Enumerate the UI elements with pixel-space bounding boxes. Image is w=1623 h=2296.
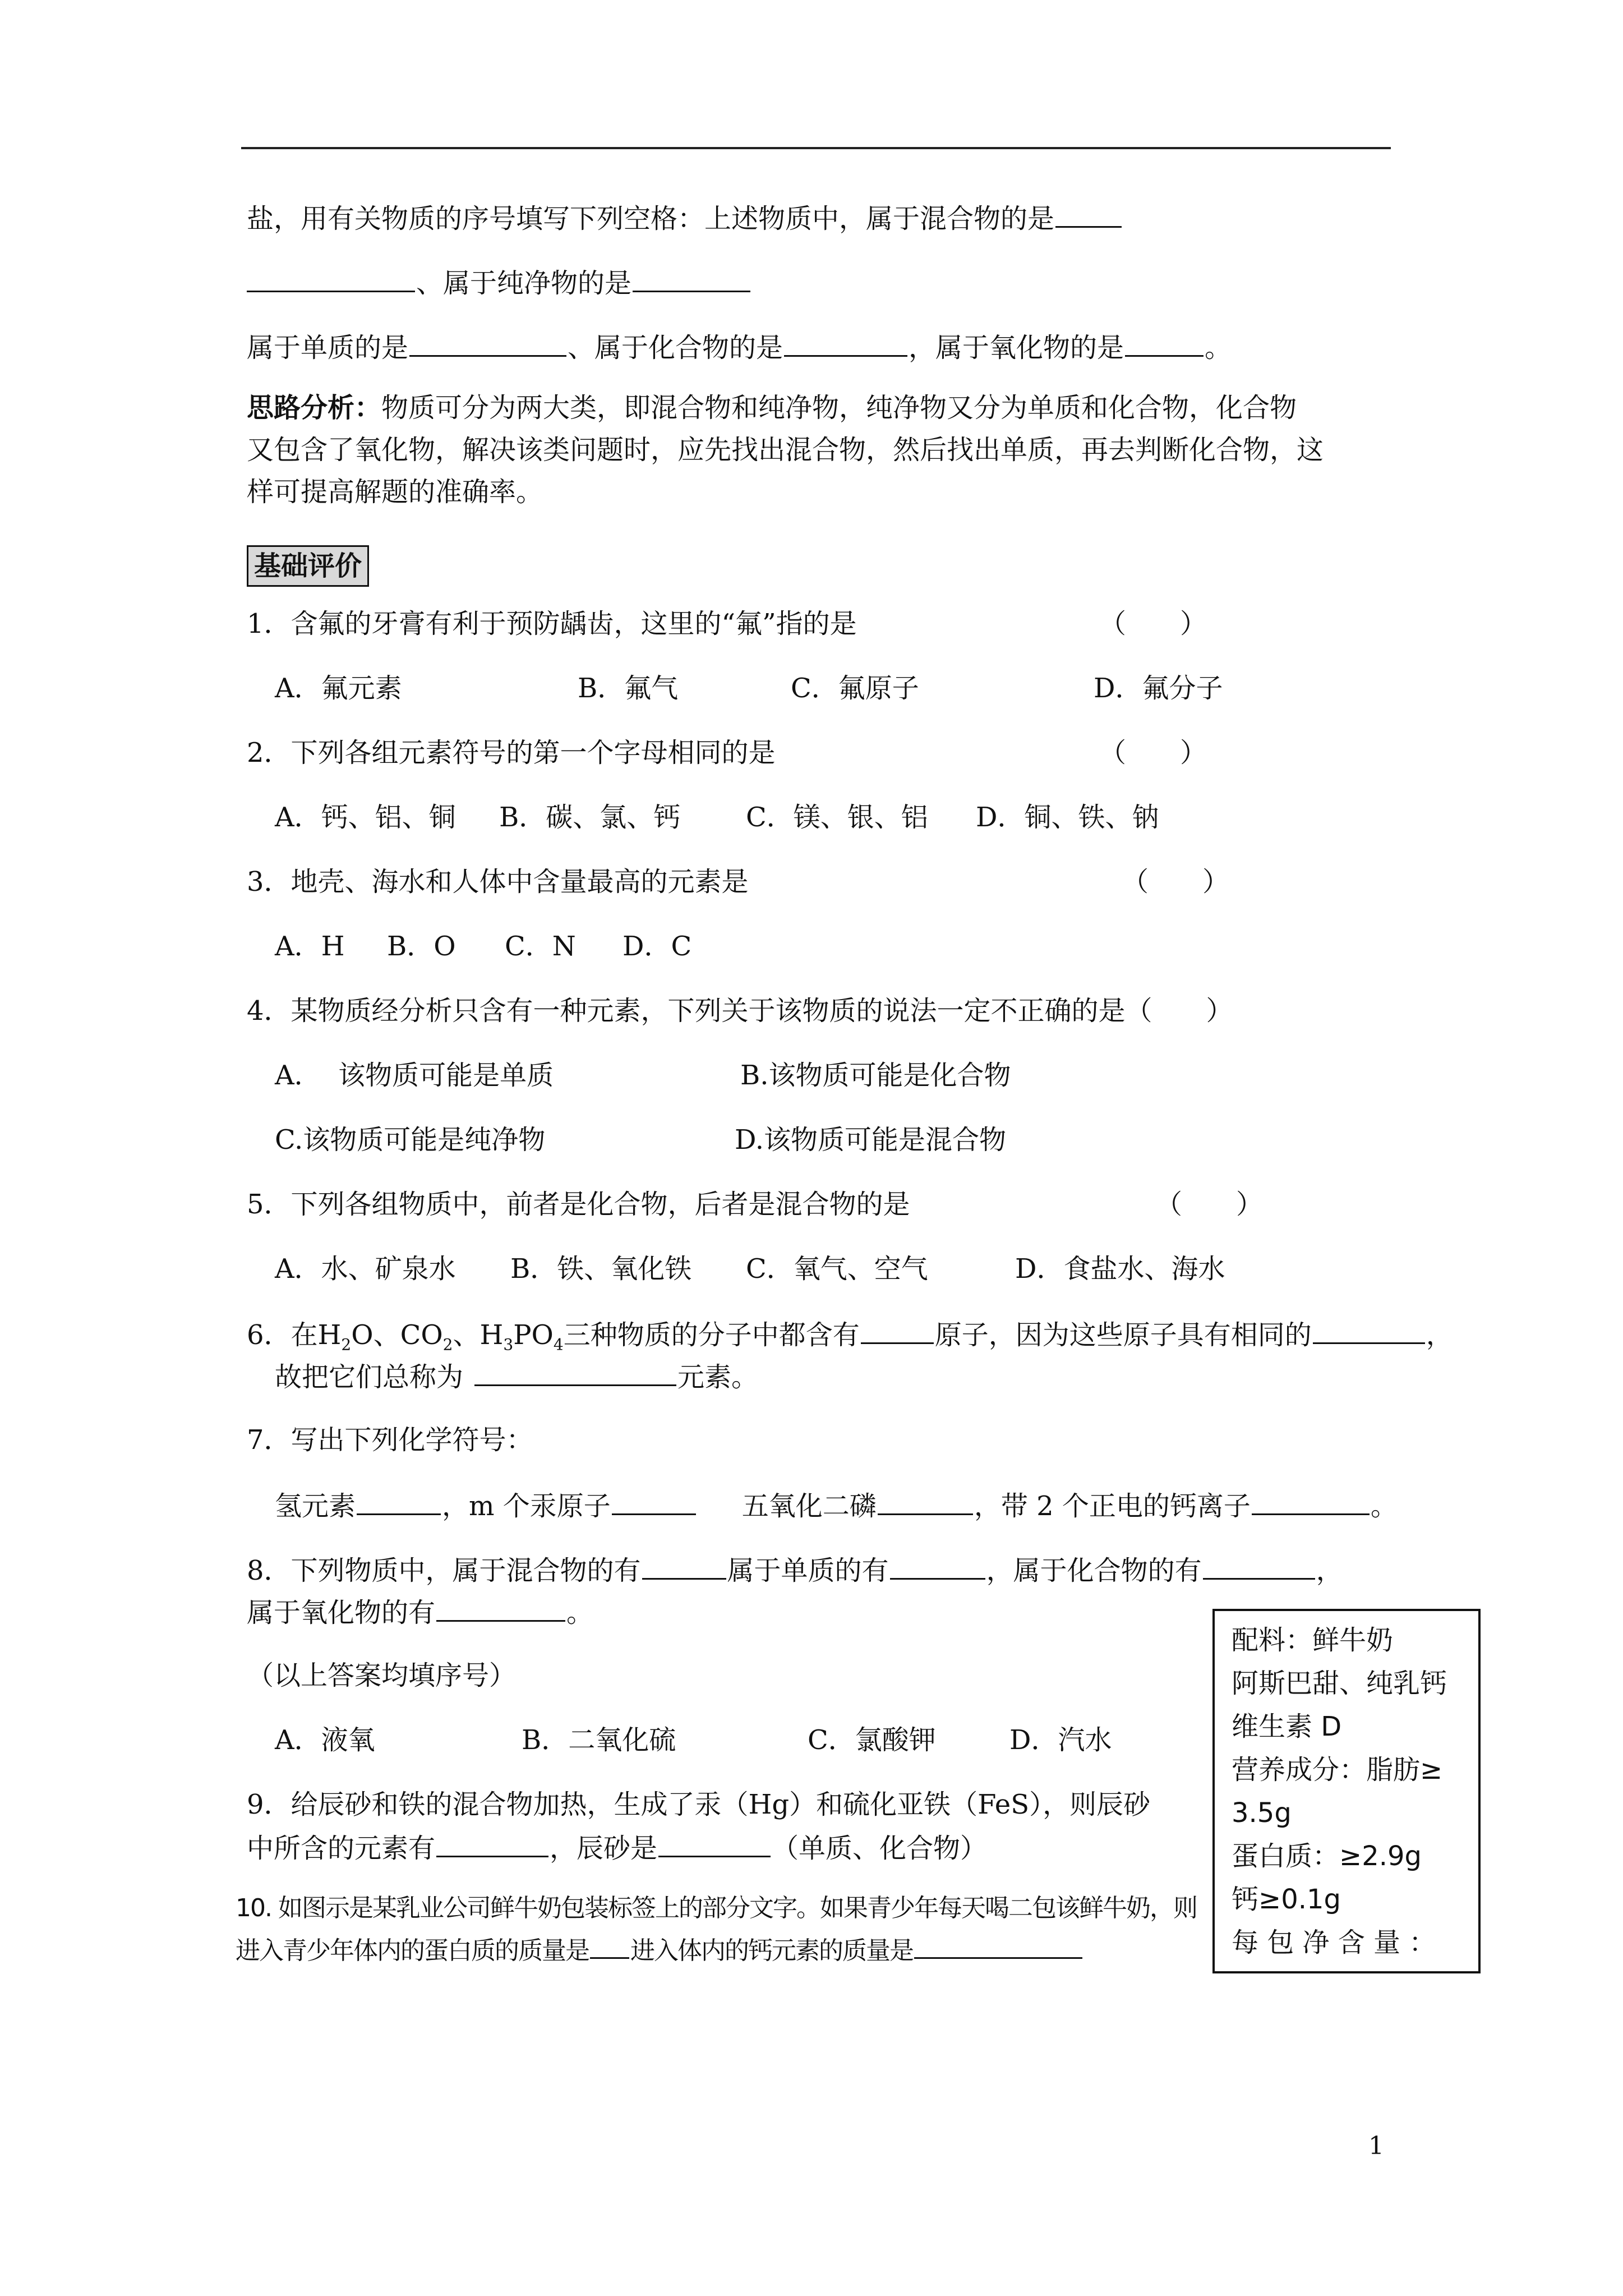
blank[interactable] [612,1487,696,1515]
blank[interactable] [1252,1487,1370,1515]
q2-options: A．钙、铝、铜 B．碳、氯、钙 C．镁、银、铝 D．铜、铁、钠 [275,802,1159,833]
intro-line-1: 盐，用有关物质的序号填写下列空格：上述物质中，属于混合物的是 [247,199,1123,237]
blank[interactable] [474,1358,676,1386]
label-line: 3.5g [1232,1797,1292,1829]
milk-label-box [1212,1609,1481,1973]
section-title: 基础评价 [247,545,369,587]
blank[interactable] [1203,1551,1315,1580]
q9-line-1: 9．给辰砂和铁的混合物加热，生成了汞（Hg）和硫化亚铁（FeS），则辰砂 [247,1789,1151,1820]
q3-stem: 3．地壳、海水和人体中含量最高的元素是 （ ） [247,866,1230,898]
blank[interactable] [247,264,415,292]
q8-line-2: 属于氧化物的有 。 [247,1593,593,1631]
q3-options: A．H B．O C．N D．C [275,931,692,962]
q8-options: A．液氧 B．二氧化硫 C．氯酸钾 D．汽水 [275,1724,1112,1756]
intro-line-3: 属于单质的是 、属于化合物的是 ，属于氧化物的是 。 [247,328,1232,366]
blank[interactable] [357,1487,441,1515]
blank[interactable] [633,264,750,292]
label-line: 每 包 净 含 量 ： [1232,1927,1436,1958]
q7-stem: 7．写出下列化学符号： [247,1424,533,1456]
q1-stem: 1．含氟的牙膏有利于预防龋齿，这里的“氟”指的是 （ ） [247,608,1207,639]
label-line: 蛋白质：≥2.9g [1232,1841,1422,1872]
q8-note: （以上答案均填序号） [247,1660,517,1691]
blank[interactable] [436,1829,548,1857]
blank[interactable] [436,1593,565,1622]
page-number: 1 [1368,2132,1384,2160]
label-line: 营养成分：脂肪≥ [1232,1754,1443,1786]
q5-stem: 5．下列各组物质中，前者是化合物，后者是混合物的是 （ ） [247,1189,1264,1220]
q4-stem: 4．某物质经分析只含有一种元素，下列关于该物质的说法一定不正确的是（ ） [247,995,1233,1027]
label-line: 配料：鲜牛奶 [1232,1625,1394,1656]
q10-line-1: 10. 如图示是某乳业公司鲜牛奶包装标签上的部分文字。如果青少年每天喝二包该鲜牛奶，则 [236,1894,1197,1922]
label-line: 维生素 D [1232,1711,1342,1742]
q8-line-1: 8．下列物质中，属于混合物的有 属于单质的有 ，属于化合物的有 ， [247,1551,1343,1589]
q4-options-row2: C.该物质可能是纯净物 D.该物质可能是混合物 [275,1124,1007,1156]
blank[interactable] [890,1551,985,1580]
label-line: 钙≥0.1g [1232,1884,1341,1915]
header-rule [241,147,1391,149]
q6-line-2: 故把它们总称为 元素。 [275,1358,758,1395]
q7-answers: 氢元素 ，m 个汞原子 五氧化二磷 ，带 2 个正电的钙离子 。 [275,1487,1398,1524]
blank[interactable] [878,1487,973,1515]
blank[interactable] [642,1551,726,1580]
analysis-line-2: 又包含了氧化物，解决该类问题时，应先找出混合物，然后找出单质，再去判断化合物，这 [247,434,1324,466]
blank[interactable] [590,1932,629,1959]
analysis-line-1: 思路分析：物质可分为两大类，即混合物和纯净物，纯净物又分为单质和化合物，化合物 [247,392,1297,424]
blank[interactable] [658,1829,771,1857]
blank[interactable] [1055,199,1122,228]
q10-line-2: 进入青少年体内的蛋白质的质量是 进入体内的钙元素的质量是 [236,1932,1083,1969]
intro-line-2: 、属于纯净物的是 [247,264,751,301]
q6-line-1: 6．在$H_2O$、$CO_2$、$H_3PO_4$三种物质的分子中都含有 原子，因为这些原子具有相同的 ， [247,1315,1453,1353]
label-line: 阿斯巴甜、纯乳钙 [1232,1668,1447,1699]
blank[interactable] [784,328,907,357]
blank[interactable] [409,328,566,357]
q2-stem: 2．下列各组元素符号的第一个字母相同的是 （ ） [247,737,1207,769]
blank[interactable] [1313,1315,1425,1344]
q1-options: A．氟元素 B．氟气 C．氟原子 D．氟分子 [275,673,1223,704]
q5-options: A．水、矿泉水 B．铁、氧化铁 C．氧气、空气 D．食盐水、海水 [275,1253,1225,1285]
blank[interactable] [914,1932,1082,1959]
blank[interactable] [861,1315,934,1344]
q9-line-2: 中所含的元素有 ，辰砂是 （单质、化合物） [247,1829,987,1866]
q4-options-row1: A． 该物质可能是单质 B.该物质可能是化合物 [275,1060,1011,1091]
blank[interactable] [1125,328,1204,357]
analysis-line-3: 样可提高解题的准确率。 [247,476,543,508]
